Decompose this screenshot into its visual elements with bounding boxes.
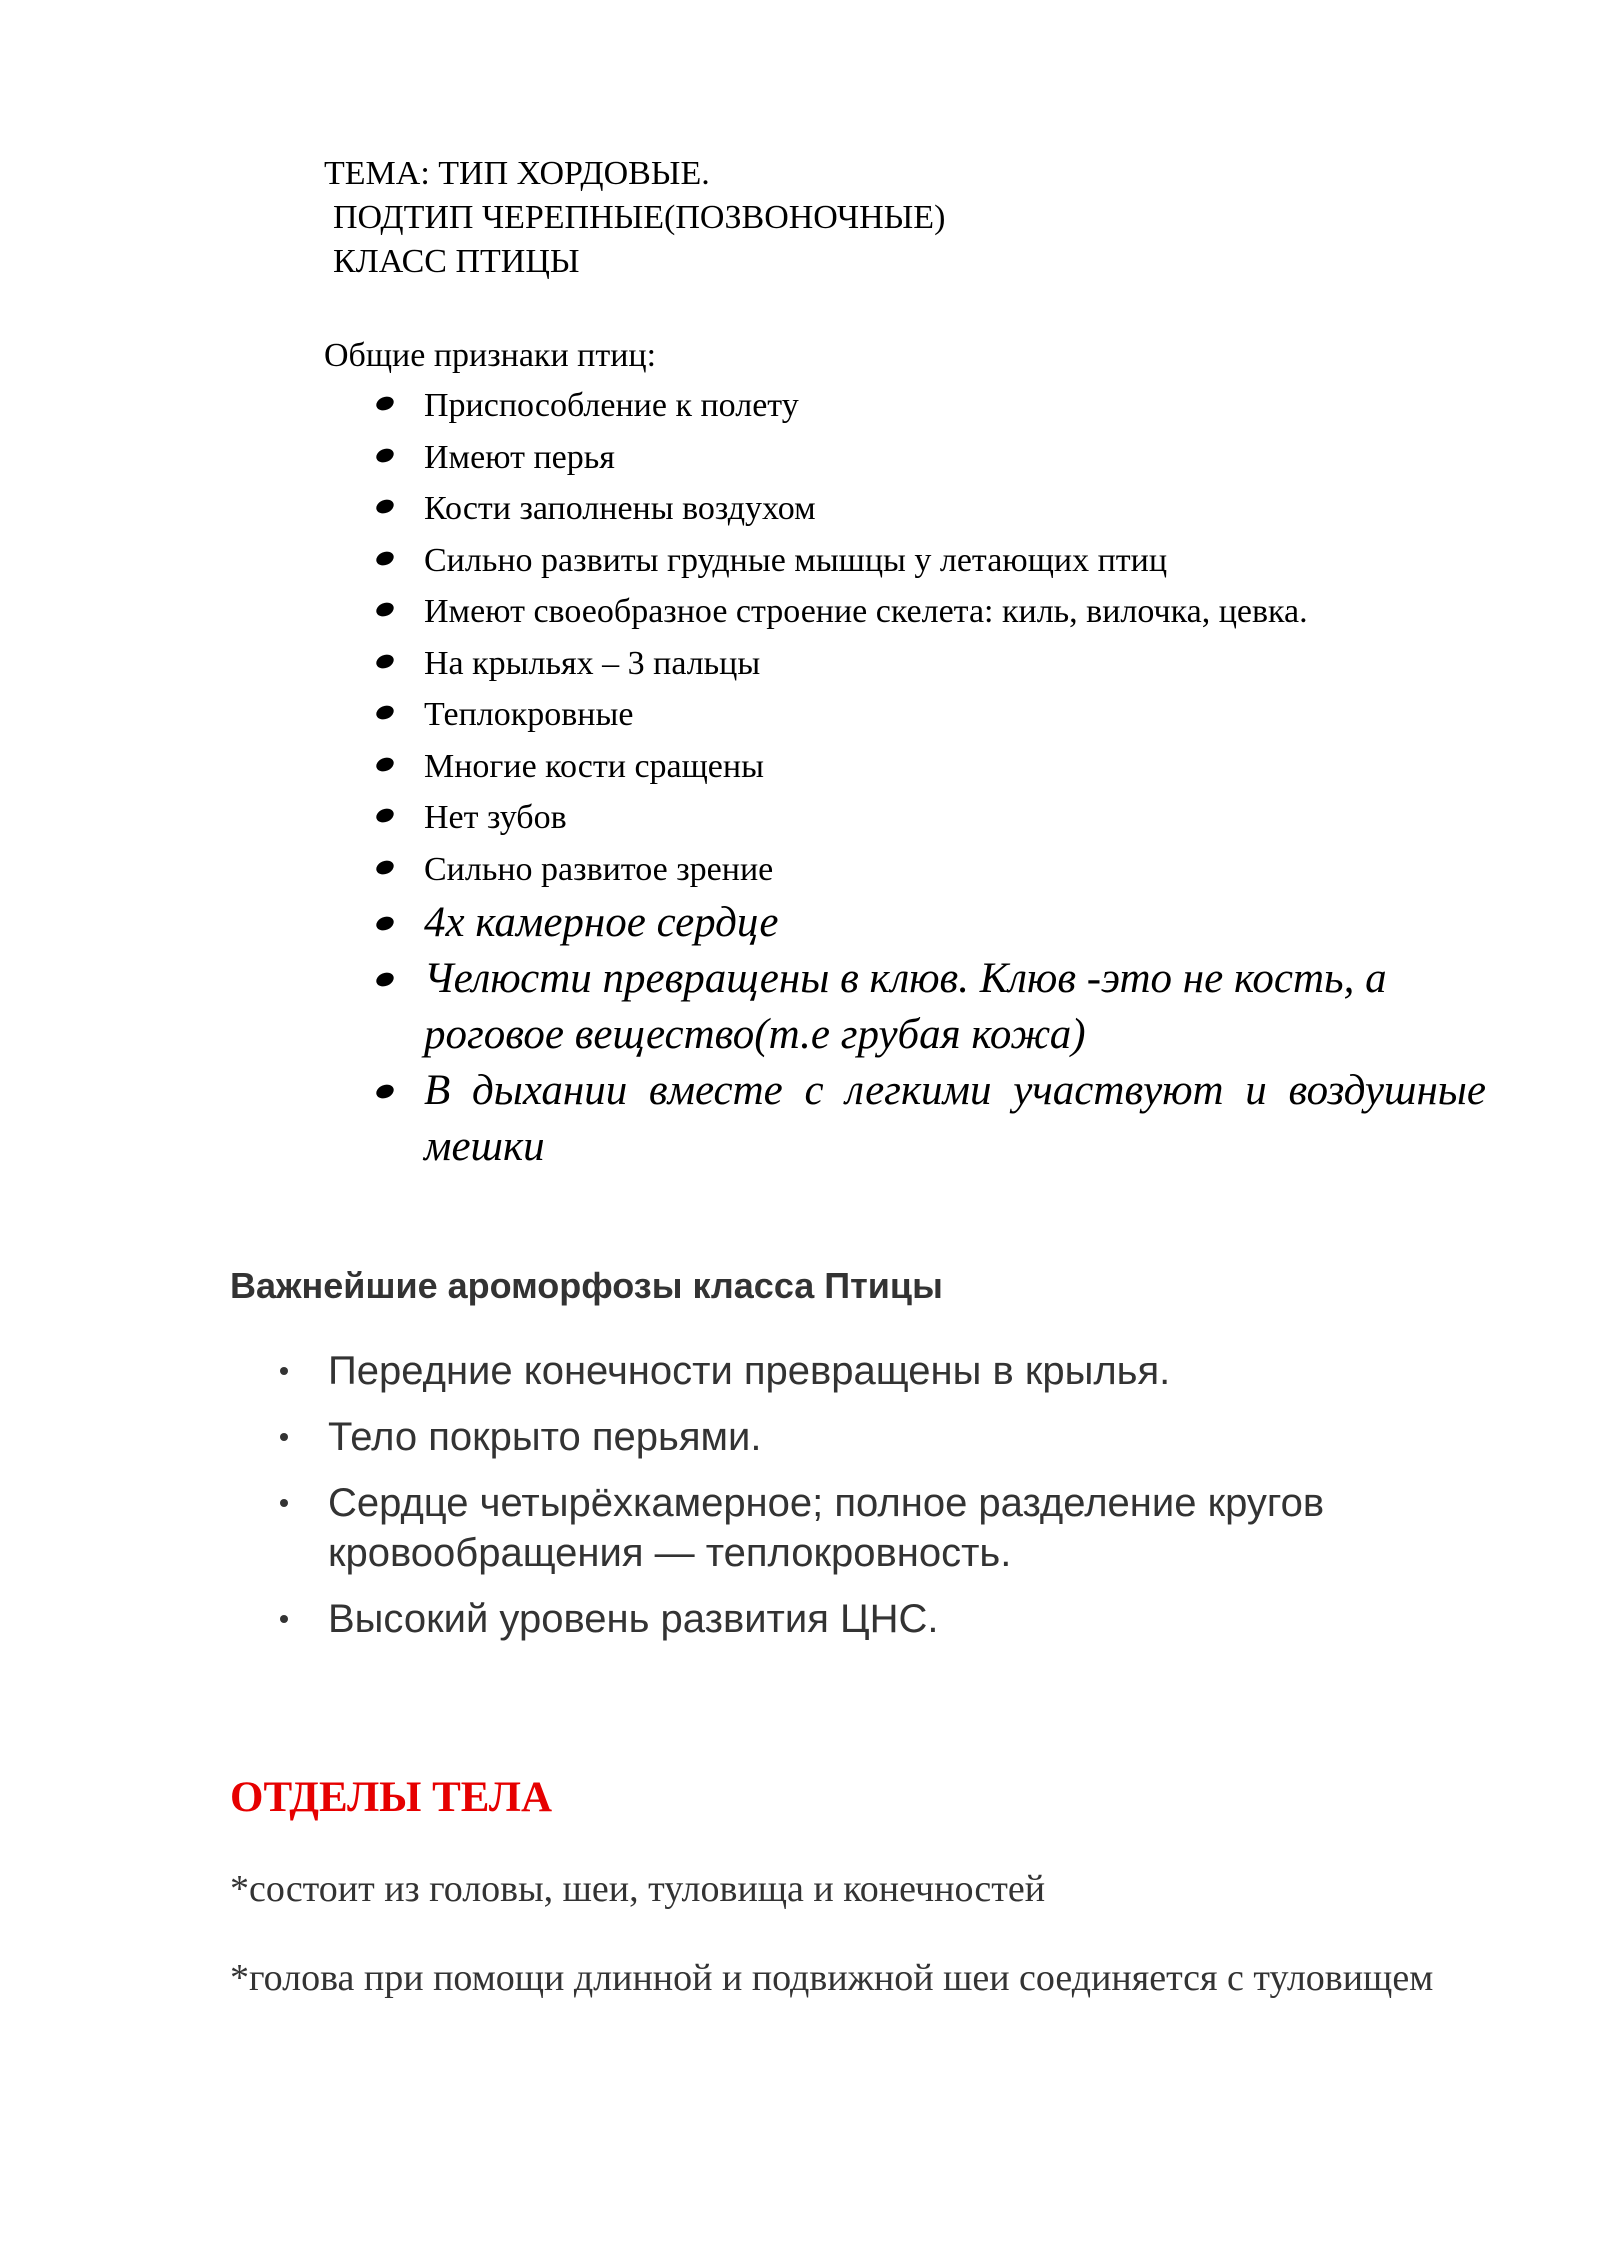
list-item (374, 586, 1486, 638)
list-item-text: В дыхании вместе с легкими участвуют и воздушные мешки (424, 1067, 1486, 1170)
bullet-icon (374, 806, 396, 825)
list-item (374, 432, 1486, 484)
list-item-text: Теплокровные (424, 696, 634, 733)
list-item-text: Сердце четырёхкамерное; полное разделение кругов кровообращения — теплокровность. (328, 1481, 1325, 1575)
list-item-text: Приспособление к полету (424, 387, 799, 424)
aromorphoses-list (230, 1346, 1460, 1660)
list-item (230, 1478, 1460, 1578)
list-item-text: Многие кости сращены (424, 747, 764, 785)
bullet-icon (374, 970, 396, 989)
list-item-text: 4х камерное сердце (424, 899, 779, 946)
list-item-text: На крыльях – 3 пальцы (424, 644, 761, 682)
list-item (230, 1346, 1460, 1396)
class-title: КЛАСС ПТИЦЫ (333, 243, 580, 280)
bullet-icon (374, 703, 396, 722)
body-sections-heading: ОТДЕЛЫ ТЕЛА (230, 1774, 553, 1821)
list-item-text: Высокий уровень развития ЦНС. (328, 1597, 939, 1641)
aromorphoses-heading: Важнейшие ароморфозы класса Птицы (230, 1265, 943, 1306)
list-item-text: Имеют перья (424, 438, 615, 476)
bullet-icon (374, 600, 396, 619)
bullet-icon (374, 549, 396, 568)
bullet-icon (374, 858, 396, 877)
bullet-icon (280, 1433, 288, 1441)
list-item-text: Кости заполнены воздухом (424, 490, 816, 527)
list-item (374, 951, 1486, 1063)
list-item (230, 1412, 1460, 1462)
list-item-text: Имеют своеобразное строение скелета: киль, вилочка, цевка. (424, 593, 1308, 630)
list-item-text: Сильно развитое зрение (424, 850, 774, 888)
bullet-icon (374, 914, 396, 933)
list-item (374, 792, 1486, 844)
bullet-icon (374, 1082, 396, 1101)
list-item-text: Челюсти превращены в клюв. Клюв -это не кость, а роговое вещество(т.е грубая кожа) (424, 955, 1387, 1058)
list-item (230, 1594, 1460, 1644)
list-item-text: Передние конечности превращены в крылья. (328, 1349, 1171, 1393)
features-heading: Общие признаки птиц: (324, 337, 657, 374)
list-item (374, 483, 1486, 535)
list-item (374, 844, 1486, 896)
topic-title-block (324, 152, 945, 284)
subtype-title: ПОДТИП ЧЕРЕПНЫЕ(ПОЗВОНОЧНЫЕ) (333, 199, 946, 236)
bullet-icon (374, 497, 396, 516)
topic-title: ТЕМА: ТИП ХОРДОВЫЕ. (324, 155, 710, 192)
bullet-icon (280, 1499, 288, 1507)
list-item-text: Тело покрыто перьями. (328, 1415, 762, 1459)
list-item (374, 741, 1486, 793)
list-item (374, 1063, 1486, 1175)
bullet-icon (374, 394, 396, 413)
body-note: *состоит из головы, шеи, туловища и конечностей (230, 1868, 1046, 1910)
list-item (374, 895, 1486, 951)
list-item-text: Нет зубов (424, 799, 567, 836)
bullet-icon (374, 446, 396, 465)
list-item (374, 638, 1486, 690)
list-item-text: Сильно развиты грудные мышцы у летающих птиц (424, 541, 1168, 579)
bullet-icon (280, 1615, 288, 1623)
list-item (374, 380, 1486, 432)
bullet-icon (374, 755, 396, 774)
list-item (374, 535, 1486, 587)
bullet-icon (280, 1367, 288, 1375)
body-note: *голова при помощи длинной и подвижной шеи соединяется с туловищем (230, 1957, 1434, 1999)
list-item (374, 689, 1486, 741)
features-list (374, 380, 1486, 1175)
bullet-icon (374, 652, 396, 671)
